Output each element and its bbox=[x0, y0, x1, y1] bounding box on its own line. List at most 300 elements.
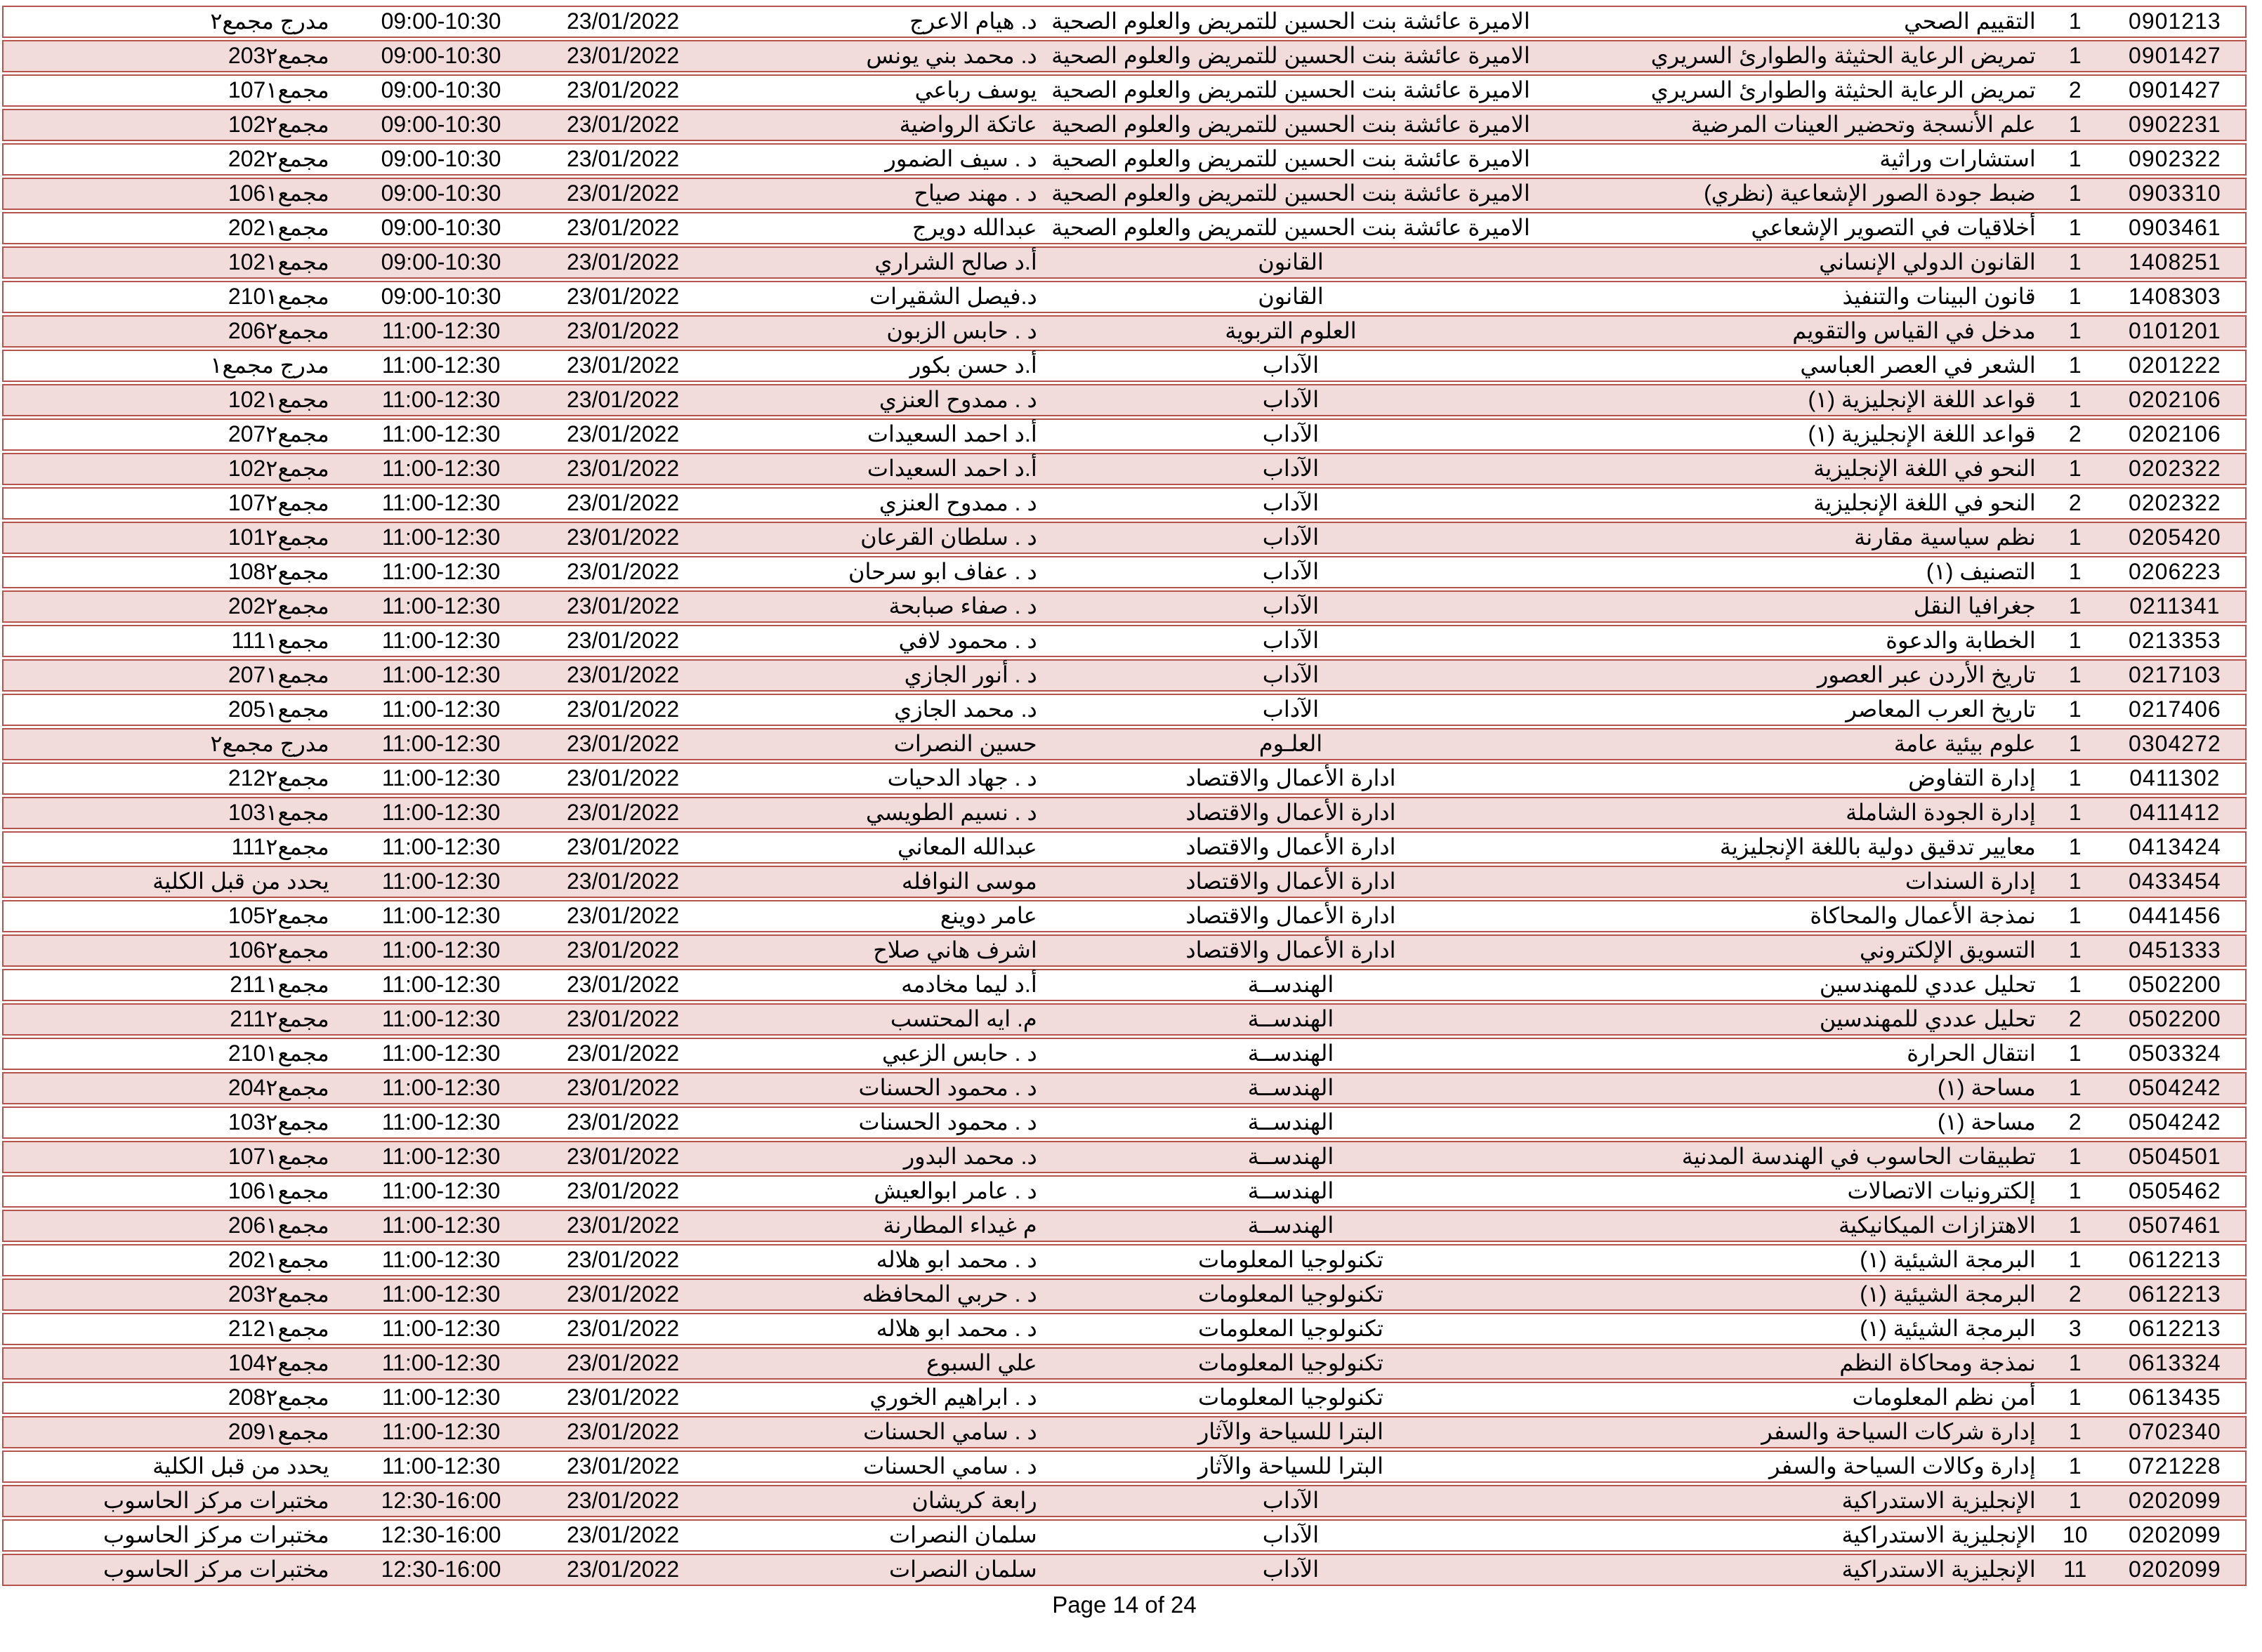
section-cell: 1 bbox=[2068, 1075, 2082, 1101]
time-cell: 11:00-12:30 bbox=[381, 868, 501, 894]
faculty-cell: الهندســة bbox=[1247, 1075, 1334, 1101]
instructor-cell: أ.د ليما مخادمه bbox=[901, 972, 1037, 998]
course-name-cell: إدارة الجودة الشاملة bbox=[1846, 800, 2036, 826]
section-cell: 1 bbox=[2068, 1212, 2082, 1238]
time-cell: 11:00-12:30 bbox=[381, 903, 501, 929]
instructor-cell: د . سلطان القرعان bbox=[860, 524, 1037, 550]
exam-schedule-page bbox=[2, 6, 2247, 1618]
room-cell: 202مجمع٢ bbox=[228, 593, 329, 619]
course-code-cell: 0502200 bbox=[2129, 1006, 2221, 1032]
time-cell: 11:00-12:30 bbox=[381, 1144, 501, 1170]
faculty-cell: القانون bbox=[1258, 284, 1324, 310]
course-name-cell: استشارات وراثية bbox=[1879, 146, 2036, 172]
instructor-cell: د . جهاد الدحيات bbox=[887, 765, 1037, 791]
date-cell: 23/01/2022 bbox=[566, 490, 680, 516]
date-cell: 23/01/2022 bbox=[566, 8, 680, 34]
section-cell: 1 bbox=[2068, 8, 2082, 34]
room-cell: 206مجمع٢ bbox=[228, 318, 329, 344]
course-code-cell: 0217103 bbox=[2129, 662, 2221, 688]
faculty-cell: البترا للسياحة والآثار bbox=[1197, 1453, 1384, 1479]
table-row bbox=[2, 246, 2247, 279]
course-code-cell: 0721228 bbox=[2129, 1453, 2221, 1479]
page-footer: Page 14 of 24 bbox=[1052, 1592, 1197, 1618]
table-row bbox=[2, 797, 2247, 829]
section-cell: 11 bbox=[2063, 1557, 2087, 1582]
table-row bbox=[2, 109, 2247, 141]
course-code-cell: 0213353 bbox=[2129, 628, 2221, 654]
time-cell: 11:00-12:30 bbox=[381, 834, 501, 860]
section-cell: 3 bbox=[2068, 1316, 2082, 1342]
table-row bbox=[2, 1210, 2247, 1242]
faculty-cell: الآداب bbox=[1262, 662, 1320, 688]
course-code-cell: 0612213 bbox=[2129, 1281, 2221, 1307]
faculty-cell: ادارة الأعمال والاقتصاد bbox=[1185, 937, 1396, 963]
room-cell: 207مجمع٢ bbox=[228, 421, 329, 447]
course-code-cell: 0903461 bbox=[2129, 215, 2221, 241]
table-row bbox=[2, 6, 2247, 38]
time-cell: 11:00-12:30 bbox=[381, 352, 501, 378]
section-cell: 1 bbox=[2068, 868, 2082, 894]
course-code-cell: 0205420 bbox=[2129, 524, 2221, 550]
time-cell: 09:00-10:30 bbox=[381, 249, 501, 275]
room-cell: 202مجمع١ bbox=[228, 215, 329, 241]
section-cell: 2 bbox=[2068, 1281, 2082, 1307]
time-cell: 11:00-12:30 bbox=[381, 318, 501, 344]
course-name-cell: إدارة التفاوض bbox=[1908, 765, 2036, 791]
time-cell: 11:00-12:30 bbox=[381, 1316, 501, 1342]
date-cell: 23/01/2022 bbox=[566, 284, 680, 310]
section-cell: 1 bbox=[2068, 593, 2082, 619]
date-cell: 23/01/2022 bbox=[566, 1557, 680, 1582]
faculty-cell: تكنولوجيا المعلومات bbox=[1198, 1247, 1383, 1273]
date-cell: 23/01/2022 bbox=[566, 834, 680, 860]
time-cell: 09:00-10:30 bbox=[381, 43, 501, 69]
table-row bbox=[2, 1244, 2247, 1276]
time-cell: 11:00-12:30 bbox=[381, 1040, 501, 1066]
faculty-cell: الهندســة bbox=[1247, 1178, 1334, 1204]
date-cell: 23/01/2022 bbox=[566, 215, 680, 241]
instructor-cell: د. هيام الاعرج bbox=[909, 8, 1037, 34]
course-code-cell: 1408303 bbox=[2129, 284, 2221, 310]
course-name-cell: علم الأنسجة وتحضير العينات المرضية bbox=[1690, 112, 2036, 138]
date-cell: 23/01/2022 bbox=[566, 903, 680, 929]
course-code-cell: 0202099 bbox=[2129, 1522, 2221, 1548]
table-row bbox=[2, 590, 2247, 623]
room-cell: 212مجمع١ bbox=[228, 1316, 329, 1342]
course-name-cell: جغرافيا النقل bbox=[1913, 593, 2036, 619]
course-name-cell: تطبيقات الحاسوب في الهندسة المدنية bbox=[1681, 1144, 2036, 1170]
table-row bbox=[2, 1485, 2247, 1517]
faculty-cell: الهندســة bbox=[1247, 1109, 1334, 1135]
section-cell: 1 bbox=[2068, 249, 2082, 275]
room-cell: يحدد من قبل الكلية bbox=[152, 1453, 329, 1479]
faculty-cell: الآداب bbox=[1262, 421, 1320, 447]
section-cell: 1 bbox=[2068, 1453, 2082, 1479]
faculty-cell: الاميرة عائشة بنت الحسين للتمريض والعلوم الصحية bbox=[1051, 112, 1530, 138]
date-cell: 23/01/2022 bbox=[566, 456, 680, 482]
table-row bbox=[2, 40, 2247, 72]
time-cell: 12:30-16:00 bbox=[381, 1557, 501, 1582]
faculty-cell: تكنولوجيا المعلومات bbox=[1198, 1385, 1383, 1410]
course-code-cell: 0211341 bbox=[2129, 593, 2221, 619]
course-code-cell: 0202106 bbox=[2129, 421, 2221, 447]
course-name-cell: الإنجليزية الاستدراكية bbox=[1841, 1488, 2036, 1514]
room-cell: مدرج مجمع٢ bbox=[210, 8, 329, 34]
room-cell: 202مجمع١ bbox=[228, 1247, 329, 1273]
time-cell: 09:00-10:30 bbox=[381, 8, 501, 34]
course-name-cell: تاريخ العرب المعاصر bbox=[1846, 696, 2036, 722]
faculty-cell: الآداب bbox=[1262, 524, 1320, 550]
instructor-cell: رابعة كريشان bbox=[912, 1488, 1037, 1514]
room-cell: 211مجمع٢ bbox=[230, 1006, 329, 1032]
instructor-cell: د . نسيم الطويسي bbox=[865, 800, 1037, 826]
course-name-cell: التقييم الصحي bbox=[1904, 8, 2036, 34]
course-code-cell: 0202099 bbox=[2129, 1557, 2221, 1582]
time-cell: 11:00-12:30 bbox=[381, 559, 501, 585]
room-cell: 209مجمع١ bbox=[228, 1419, 329, 1445]
instructor-cell: د . سامي الحسنات bbox=[863, 1419, 1037, 1445]
date-cell: 23/01/2022 bbox=[566, 868, 680, 894]
section-cell: 1 bbox=[2068, 284, 2082, 310]
faculty-cell: الهندســة bbox=[1247, 1212, 1334, 1238]
date-cell: 23/01/2022 bbox=[566, 421, 680, 447]
faculty-cell: البترا للسياحة والآثار bbox=[1197, 1419, 1384, 1445]
time-cell: 11:00-12:30 bbox=[381, 421, 501, 447]
instructor-cell: د . مهند صياح bbox=[914, 180, 1037, 206]
course-code-cell: 0613435 bbox=[2129, 1385, 2221, 1410]
course-code-cell: 0202099 bbox=[2129, 1488, 2221, 1514]
faculty-cell: ادارة الأعمال والاقتصاد bbox=[1185, 868, 1396, 894]
course-code-cell: 0206223 bbox=[2129, 559, 2221, 585]
date-cell: 23/01/2022 bbox=[566, 765, 680, 791]
time-cell: 09:00-10:30 bbox=[381, 180, 501, 206]
time-cell: 11:00-12:30 bbox=[381, 1247, 501, 1273]
section-cell: 10 bbox=[2062, 1522, 2088, 1548]
room-cell: 210مجمع١ bbox=[228, 1040, 329, 1066]
instructor-cell: د . عفاف ابو سرحان bbox=[848, 559, 1037, 585]
date-cell: 23/01/2022 bbox=[566, 352, 680, 378]
instructor-cell: د . محمود لافي bbox=[898, 628, 1037, 654]
table-row bbox=[2, 866, 2247, 898]
course-name-cell: معايير تدقيق دولية باللغة الإنجليزية bbox=[1719, 834, 2036, 860]
instructor-cell: أ.د حسن بكور bbox=[909, 352, 1037, 378]
faculty-cell: الاميرة عائشة بنت الحسين للتمريض والعلوم الصحية bbox=[1051, 180, 1530, 206]
instructor-cell: د. محمد الجازي bbox=[894, 696, 1037, 722]
section-cell: 1 bbox=[2068, 215, 2082, 241]
room-cell: 102مجمع٢ bbox=[228, 112, 329, 138]
time-cell: 11:00-12:30 bbox=[381, 731, 501, 757]
time-cell: 09:00-10:30 bbox=[381, 77, 501, 103]
instructor-cell: د . سامي الحسنات bbox=[863, 1453, 1037, 1479]
course-code-cell: 0505462 bbox=[2129, 1178, 2221, 1204]
course-name-cell: الاهتزازات الميكانيكية bbox=[1838, 1212, 2036, 1238]
table-row bbox=[2, 1038, 2247, 1070]
section-cell: 1 bbox=[2068, 180, 2082, 206]
room-cell: مدرج مجمع٢ bbox=[210, 731, 329, 757]
section-cell: 1 bbox=[2068, 731, 2082, 757]
table-row bbox=[2, 900, 2247, 932]
room-cell: 212مجمع٢ bbox=[228, 765, 329, 791]
table-row bbox=[2, 1519, 2247, 1552]
date-cell: 23/01/2022 bbox=[566, 387, 680, 413]
table-row bbox=[2, 281, 2247, 313]
date-cell: 23/01/2022 bbox=[566, 524, 680, 550]
room-cell: مختبرات مركز الحاسوب bbox=[103, 1488, 329, 1514]
course-code-cell: 0202322 bbox=[2129, 456, 2221, 482]
table-row bbox=[2, 74, 2247, 107]
date-cell: 23/01/2022 bbox=[566, 1006, 680, 1032]
section-cell: 2 bbox=[2068, 490, 2082, 516]
course-code-cell: 0201222 bbox=[2129, 352, 2221, 378]
instructor-cell: د . سيف الضمور bbox=[885, 146, 1037, 172]
faculty-cell: تكنولوجيا المعلومات bbox=[1198, 1281, 1383, 1307]
room-cell: 106مجمع٢ bbox=[228, 937, 329, 963]
section-cell: 1 bbox=[2068, 43, 2082, 69]
time-cell: 11:00-12:30 bbox=[381, 662, 501, 688]
course-name-cell: علوم بيئية عامة bbox=[1893, 731, 2036, 757]
time-cell: 11:00-12:30 bbox=[381, 628, 501, 654]
course-name-cell: أخلاقيات في التصوير الإشعاعي bbox=[1751, 215, 2036, 241]
date-cell: 23/01/2022 bbox=[566, 1178, 680, 1204]
course-name-cell: قواعد اللغة الإنجليزية (١) bbox=[1808, 421, 2036, 447]
course-code-cell: 0902322 bbox=[2129, 146, 2221, 172]
table-row bbox=[2, 1278, 2247, 1311]
faculty-cell: الآداب bbox=[1262, 456, 1320, 482]
faculty-cell: الاميرة عائشة بنت الحسين للتمريض والعلوم الصحية bbox=[1051, 146, 1530, 172]
course-code-cell: 0502200 bbox=[2129, 972, 2221, 998]
section-cell: 1 bbox=[2068, 352, 2082, 378]
section-cell: 1 bbox=[2068, 1178, 2082, 1204]
date-cell: 23/01/2022 bbox=[566, 1419, 680, 1445]
faculty-cell: الهندســة bbox=[1247, 1006, 1334, 1032]
faculty-cell: الآداب bbox=[1262, 387, 1320, 413]
instructor-cell: موسى النوافله bbox=[901, 868, 1037, 894]
date-cell: 23/01/2022 bbox=[566, 1247, 680, 1273]
instructor-cell: د . محمد ابو هلاله bbox=[876, 1316, 1037, 1342]
table-row bbox=[2, 659, 2247, 692]
table-row bbox=[2, 453, 2247, 485]
time-cell: 11:00-12:30 bbox=[381, 1281, 501, 1307]
date-cell: 23/01/2022 bbox=[566, 77, 680, 103]
instructor-cell: د . حابس الزعبي bbox=[881, 1040, 1037, 1066]
course-name-cell: إدارة السندات bbox=[1905, 868, 2036, 894]
section-cell: 1 bbox=[2068, 1040, 2082, 1066]
faculty-cell: الاميرة عائشة بنت الحسين للتمريض والعلوم الصحية bbox=[1051, 77, 1530, 103]
table-row bbox=[2, 1106, 2247, 1139]
date-cell: 23/01/2022 bbox=[566, 43, 680, 69]
faculty-cell: القانون bbox=[1258, 249, 1324, 275]
faculty-cell: تكنولوجيا المعلومات bbox=[1198, 1350, 1383, 1376]
course-code-cell: 0503324 bbox=[2129, 1040, 2221, 1066]
time-cell: 11:00-12:30 bbox=[381, 1212, 501, 1238]
course-name-cell: القانون الدولي الإنساني bbox=[1819, 249, 2036, 275]
course-name-cell: نظم سياسية مقارنة bbox=[1854, 524, 2036, 550]
faculty-cell: ادارة الأعمال والاقتصاد bbox=[1185, 903, 1396, 929]
table-row bbox=[2, 212, 2247, 244]
section-cell: 1 bbox=[2068, 1247, 2082, 1273]
date-cell: 23/01/2022 bbox=[566, 1350, 680, 1376]
table-row bbox=[2, 625, 2247, 657]
course-name-cell: تحليل عددي للمهندسين bbox=[1819, 972, 2036, 998]
section-cell: 2 bbox=[2068, 1109, 2082, 1135]
instructor-cell: م غيداء المطارنة bbox=[883, 1212, 1037, 1238]
table-row bbox=[2, 1003, 2247, 1036]
room-cell: 105مجمع٢ bbox=[228, 903, 329, 929]
course-name-cell: مساحة (١) bbox=[1938, 1075, 2036, 1101]
course-code-cell: 0612213 bbox=[2129, 1316, 2221, 1342]
table-row bbox=[2, 762, 2247, 795]
course-name-cell: مدخل في القياس والتقويم bbox=[1792, 318, 2036, 344]
instructor-cell: د. محمد بني يونس bbox=[866, 43, 1037, 69]
instructor-cell: م. ايه المحتسب bbox=[890, 1006, 1037, 1032]
date-cell: 23/01/2022 bbox=[566, 1316, 680, 1342]
table-row bbox=[2, 1313, 2247, 1345]
table-row bbox=[2, 350, 2247, 382]
time-cell: 11:00-12:30 bbox=[381, 1453, 501, 1479]
time-cell: 11:00-12:30 bbox=[381, 1075, 501, 1101]
faculty-cell: الآداب bbox=[1262, 1488, 1320, 1514]
course-name-cell: البرمجة الشيئية (١) bbox=[1860, 1316, 2036, 1342]
time-cell: 11:00-12:30 bbox=[381, 1109, 501, 1135]
section-cell: 1 bbox=[2068, 112, 2082, 138]
course-name-cell: البرمجة الشيئية (١) bbox=[1860, 1281, 2036, 1307]
time-cell: 11:00-12:30 bbox=[381, 1350, 501, 1376]
instructor-cell: د . صفاء صبابحة bbox=[888, 593, 1037, 619]
faculty-cell: العلـوم bbox=[1258, 731, 1323, 757]
section-cell: 1 bbox=[2068, 524, 2082, 550]
course-name-cell: إدارة وكالات السياحة والسفر bbox=[1769, 1453, 2036, 1479]
course-code-cell: 0901427 bbox=[2129, 77, 2221, 103]
course-name-cell: التسويق الإلكتروني bbox=[1860, 937, 2036, 963]
time-cell: 11:00-12:30 bbox=[381, 937, 501, 963]
section-cell: 1 bbox=[2068, 1419, 2082, 1445]
room-cell: 211مجمع١ bbox=[230, 972, 329, 998]
room-cell: يحدد من قبل الكلية bbox=[152, 868, 329, 894]
room-cell: 104مجمع٢ bbox=[228, 1350, 329, 1376]
faculty-cell: الاميرة عائشة بنت الحسين للتمريض والعلوم الصحية bbox=[1051, 215, 1530, 241]
faculty-cell: الآداب bbox=[1262, 696, 1320, 722]
time-cell: 11:00-12:30 bbox=[381, 1385, 501, 1410]
instructor-cell: اشرف هاني صلاح bbox=[873, 937, 1037, 963]
faculty-cell: الآداب bbox=[1262, 1557, 1320, 1582]
course-code-cell: 0217406 bbox=[2129, 696, 2221, 722]
time-cell: 12:30-16:00 bbox=[381, 1488, 501, 1514]
course-name-cell: نمذجة ومحاكاة النظم bbox=[1839, 1350, 2036, 1376]
instructor-cell: د . عامر ابوالعيش bbox=[874, 1178, 1037, 1204]
section-cell: 2 bbox=[2068, 77, 2082, 103]
table-row bbox=[2, 143, 2247, 176]
course-code-cell: 0504501 bbox=[2129, 1144, 2221, 1170]
date-cell: 23/01/2022 bbox=[566, 800, 680, 826]
instructor-cell: أ.د صالح الشراري bbox=[874, 249, 1037, 275]
instructor-cell: أ.د احمد السعيدات bbox=[867, 421, 1037, 447]
table-row bbox=[2, 1416, 2247, 1448]
date-cell: 23/01/2022 bbox=[566, 146, 680, 172]
time-cell: 09:00-10:30 bbox=[381, 112, 501, 138]
faculty-cell: الآداب bbox=[1262, 593, 1320, 619]
section-cell: 2 bbox=[2068, 1006, 2082, 1032]
table-row bbox=[2, 487, 2247, 520]
date-cell: 23/01/2022 bbox=[566, 1144, 680, 1170]
course-name-cell: تمريض الرعاية الحثيثة والطوارئ السريري bbox=[1650, 77, 2036, 103]
faculty-cell: الاميرة عائشة بنت الحسين للتمريض والعلوم الصحية bbox=[1051, 8, 1530, 34]
course-name-cell: البرمجة الشيئية (١) bbox=[1860, 1247, 2036, 1273]
instructor-cell: د . محمود الحسنات bbox=[858, 1109, 1037, 1135]
faculty-cell: ادارة الأعمال والاقتصاد bbox=[1185, 800, 1396, 826]
course-code-cell: 0903310 bbox=[2129, 180, 2221, 206]
room-cell: 111مجمع١ bbox=[231, 628, 329, 654]
faculty-cell: الهندســة bbox=[1247, 1144, 1334, 1170]
course-name-cell: تاريخ الأردن عبر العصور bbox=[1817, 662, 2036, 688]
faculty-cell: الاميرة عائشة بنت الحسين للتمريض والعلوم الصحية bbox=[1051, 43, 1530, 69]
time-cell: 11:00-12:30 bbox=[381, 524, 501, 550]
instructor-cell: د . ممدوح العنزي bbox=[879, 387, 1037, 413]
room-cell: 102مجمع١ bbox=[228, 249, 329, 275]
course-name-cell: قانون البينات والتنفيذ bbox=[1842, 284, 2036, 310]
instructor-cell: يوسف رباعي bbox=[914, 77, 1037, 103]
instructor-cell: عامر دوينع bbox=[940, 903, 1037, 929]
room-cell: 107مجمع٢ bbox=[228, 490, 329, 516]
room-cell: 102مجمع٢ bbox=[228, 456, 329, 482]
faculty-cell: الآداب bbox=[1262, 628, 1320, 654]
date-cell: 23/01/2022 bbox=[566, 937, 680, 963]
room-cell: 204مجمع٢ bbox=[228, 1075, 329, 1101]
table-row bbox=[2, 1554, 2247, 1586]
table-row bbox=[2, 1382, 2247, 1414]
course-name-cell: قواعد اللغة الإنجليزية (١) bbox=[1808, 387, 2036, 413]
section-cell: 1 bbox=[2068, 628, 2082, 654]
date-cell: 23/01/2022 bbox=[566, 180, 680, 206]
room-cell: 103مجمع٢ bbox=[228, 1109, 329, 1135]
room-cell: 208مجمع٢ bbox=[228, 1385, 329, 1410]
faculty-cell: الهندســة bbox=[1247, 972, 1334, 998]
course-name-cell: نمذجة الأعمال والمحاكاة bbox=[1810, 903, 2036, 929]
date-cell: 23/01/2022 bbox=[566, 1040, 680, 1066]
instructor-cell: عبدالله المعاني bbox=[897, 834, 1037, 860]
section-cell: 2 bbox=[2068, 421, 2082, 447]
faculty-cell: ادارة الأعمال والاقتصاد bbox=[1185, 834, 1396, 860]
instructor-cell: د. محمد البدور bbox=[903, 1144, 1037, 1170]
course-code-cell: 0411302 bbox=[2129, 765, 2221, 791]
course-code-cell: 0202322 bbox=[2129, 490, 2221, 516]
course-name-cell: الخطابة والدعوة bbox=[1886, 628, 2036, 654]
course-name-cell: التصنيف (١) bbox=[1926, 559, 2036, 585]
faculty-cell: ادارة الأعمال والاقتصاد bbox=[1185, 765, 1396, 791]
instructor-cell: د . حربي المحافظه bbox=[862, 1281, 1037, 1307]
course-code-cell: 0433454 bbox=[2129, 868, 2221, 894]
course-name-cell: إدارة شركات السياحة والسفر bbox=[1761, 1419, 2036, 1445]
instructor-cell: د . ممدوح العنزي bbox=[879, 490, 1037, 516]
date-cell: 23/01/2022 bbox=[566, 1109, 680, 1135]
table-row bbox=[2, 1072, 2247, 1104]
course-name-cell: النحو في اللغة الإنجليزية bbox=[1813, 490, 2036, 516]
course-code-cell: 0504242 bbox=[2129, 1109, 2221, 1135]
table-row bbox=[2, 522, 2247, 554]
course-code-cell: 0613324 bbox=[2129, 1350, 2221, 1376]
instructor-cell: عاتكة الرواضية bbox=[899, 112, 1037, 138]
date-cell: 23/01/2022 bbox=[566, 249, 680, 275]
table-row bbox=[2, 418, 2247, 451]
date-cell: 23/01/2022 bbox=[566, 1385, 680, 1410]
time-cell: 09:00-10:30 bbox=[381, 215, 501, 241]
date-cell: 23/01/2022 bbox=[566, 972, 680, 998]
instructor-cell: حسين النصرات bbox=[893, 731, 1037, 757]
section-cell: 1 bbox=[2068, 765, 2082, 791]
section-cell: 1 bbox=[2068, 903, 2082, 929]
room-cell: 206مجمع١ bbox=[228, 1212, 329, 1238]
instructor-cell: د . محمود الحسنات bbox=[858, 1075, 1037, 1101]
section-cell: 1 bbox=[2068, 1488, 2082, 1514]
